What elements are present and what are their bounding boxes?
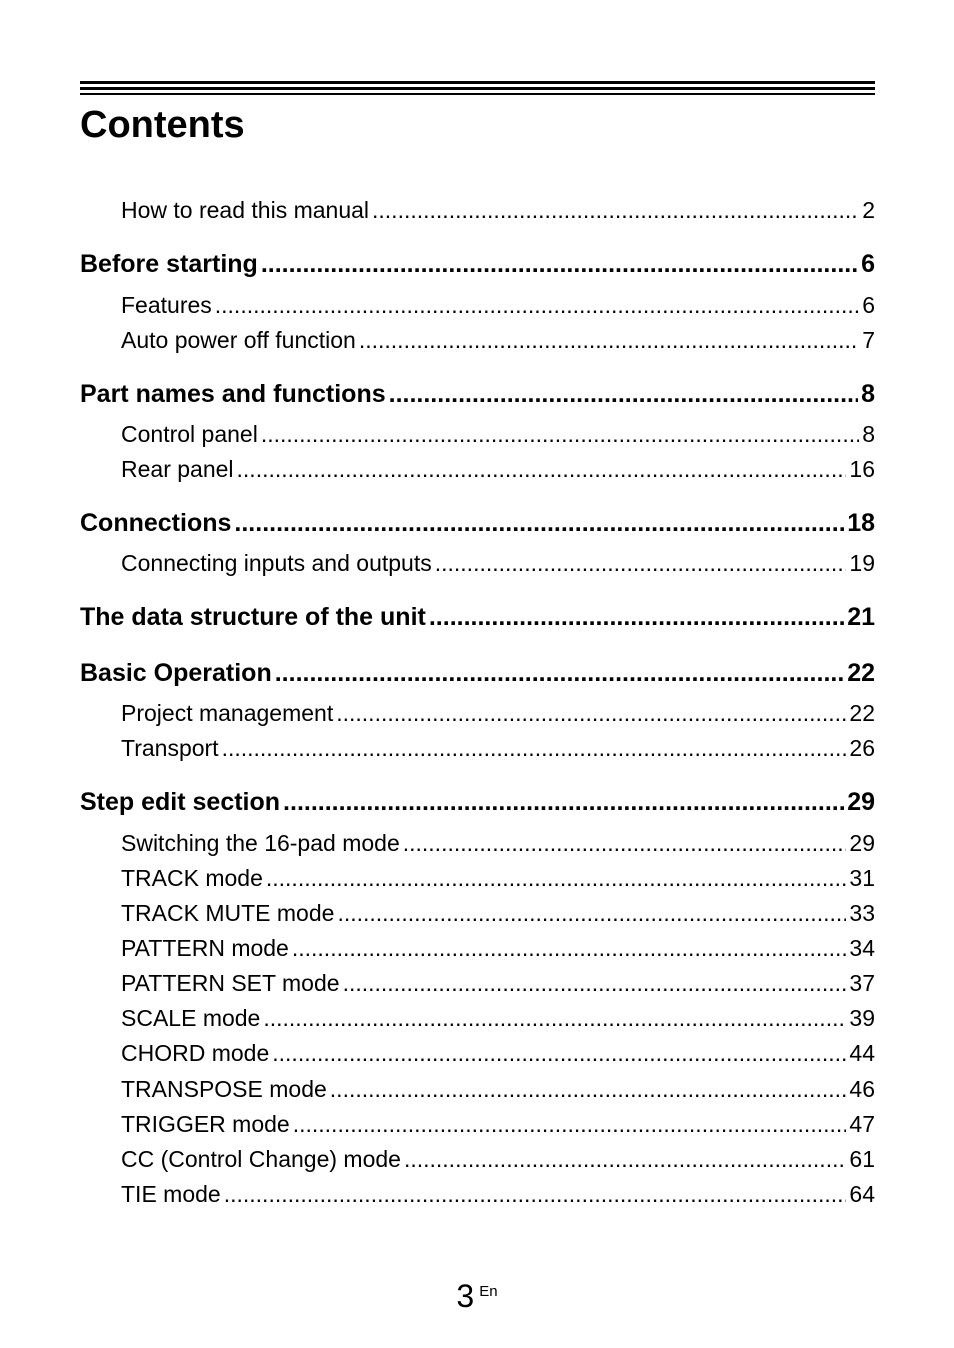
language-code: En — [479, 1283, 498, 1300]
toc-entry-track-mute-mode[interactable] — [121, 898, 875, 928]
toc-leader-dots — [389, 378, 858, 410]
toc-entry-page: 22 — [847, 659, 875, 687]
toc-entry-rear-panel[interactable] — [121, 454, 875, 484]
toc-entry-label: TRACK MUTE mode — [121, 900, 335, 926]
toc-entry-page: 34 — [849, 935, 875, 961]
toc-entry-label: Transport — [121, 735, 219, 761]
toc-leader-dots — [224, 1179, 847, 1209]
header-rule-top — [80, 81, 875, 84]
toc-entry-page: 64 — [849, 1181, 875, 1207]
toc-entry-label: How to read this manual — [121, 197, 370, 223]
toc-entry-step-edit[interactable] — [80, 786, 875, 818]
toc-entry-label: TRANSPOSE mode — [121, 1076, 327, 1102]
toc-entry-control-panel[interactable] — [121, 419, 875, 449]
toc-leader-dots — [372, 195, 859, 225]
toc-leader-dots — [222, 733, 847, 763]
toc-leader-dots — [261, 419, 859, 449]
toc-entry-connections[interactable] — [80, 507, 875, 539]
toc-entry-page: 31 — [849, 865, 875, 891]
toc-entry-pattern-mode[interactable] — [121, 933, 875, 963]
toc-entry-page: 37 — [849, 970, 875, 996]
toc-entry-label: Part names and functions — [80, 380, 386, 408]
toc-entry-page: 26 — [849, 735, 875, 761]
toc-entry-page: 7 — [862, 327, 875, 353]
toc-entry-page: 46 — [849, 1076, 875, 1102]
toc-entry-label: CC (Control Change) mode — [121, 1146, 401, 1172]
toc-leader-dots — [266, 863, 847, 893]
toc-entry-label: TIE mode — [121, 1181, 221, 1207]
toc-leader-dots — [293, 1109, 847, 1139]
header-rule-middle — [80, 87, 875, 90]
toc-entry-data-structure[interactable] — [80, 601, 875, 633]
toc-leader-dots — [336, 698, 846, 728]
toc-entry-label: TRIGGER mode — [121, 1111, 290, 1137]
toc-entry-label: Switching the 16-pad mode — [121, 830, 400, 856]
toc-entry-transport[interactable] — [121, 733, 875, 763]
toc-leader-dots — [261, 248, 858, 280]
toc-entry-trigger-mode[interactable] — [121, 1109, 875, 1139]
toc-leader-dots — [275, 657, 844, 689]
toc-entry-page: 6 — [862, 292, 875, 318]
toc-entry-page: 21 — [847, 603, 875, 631]
toc-entry-pattern-set-mode[interactable] — [121, 968, 875, 998]
toc-leader-dots — [215, 290, 859, 320]
toc-entry-label: Step edit section — [80, 788, 281, 816]
toc-entry-how-to-read[interactable] — [121, 195, 875, 225]
toc-leader-dots — [234, 507, 844, 539]
toc-entry-label: Control panel — [121, 421, 258, 447]
page-number: 3 — [456, 1278, 475, 1314]
toc-entry-features[interactable] — [121, 290, 875, 320]
toc-entry-label: Connections — [80, 509, 232, 537]
toc-leader-dots — [272, 1038, 846, 1068]
header-rule-bottom — [80, 93, 875, 95]
toc-entry-basic-operation[interactable] — [80, 657, 875, 689]
toc-entry-page: 8 — [861, 380, 875, 408]
toc-entry-label: Connecting inputs and outputs — [121, 550, 432, 576]
toc-entry-label: PATTERN SET mode — [121, 970, 340, 996]
toc-leader-dots — [283, 786, 844, 818]
toc-leader-dots — [359, 325, 859, 355]
toc-entry-page: 2 — [862, 197, 875, 223]
toc-leader-dots — [337, 898, 846, 928]
page-title: Contents — [80, 104, 245, 146]
toc-entry-tie-mode[interactable] — [121, 1179, 875, 1209]
toc-entry-label: SCALE mode — [121, 1005, 261, 1031]
toc-entry-page: 19 — [849, 550, 875, 576]
page-footer — [0, 1276, 954, 1316]
toc-leader-dots — [403, 828, 847, 858]
toc-entry-page: 18 — [847, 509, 875, 537]
toc-entry-label: Rear panel — [121, 456, 234, 482]
toc-entry-transpose-mode[interactable] — [121, 1074, 875, 1104]
toc-entry-before-starting[interactable] — [80, 248, 875, 280]
toc-entry-label: Auto power off function — [121, 327, 356, 353]
toc-entry-page: 39 — [849, 1005, 875, 1031]
toc-entry-project-management[interactable] — [121, 698, 875, 728]
toc-leader-dots — [435, 548, 847, 578]
toc-entry-page: 16 — [849, 456, 875, 482]
toc-entry-page: 6 — [861, 250, 875, 278]
toc-entry-part-names[interactable] — [80, 378, 875, 410]
toc-entry-connecting-io[interactable] — [121, 548, 875, 578]
toc-leader-dots — [292, 933, 847, 963]
toc-entry-page: 29 — [849, 830, 875, 856]
toc-entry-track-mode[interactable] — [121, 863, 875, 893]
toc-entry-page: 44 — [849, 1040, 875, 1066]
toc-entry-label: The data structure of the unit — [80, 603, 426, 631]
toc-entry-page: 47 — [849, 1111, 875, 1137]
toc-entry-cc-mode[interactable] — [121, 1144, 875, 1174]
toc-entry-label: Project management — [121, 700, 334, 726]
toc-entry-page: 8 — [862, 421, 875, 447]
toc-entry-scale-mode[interactable] — [121, 1003, 875, 1033]
toc-entry-label: Basic Operation — [80, 659, 272, 687]
toc-entry-label: CHORD mode — [121, 1040, 270, 1066]
toc-entry-page: 22 — [849, 700, 875, 726]
toc-leader-dots — [263, 1003, 846, 1033]
toc-entry-label: Before starting — [80, 250, 258, 278]
toc-leader-dots — [237, 454, 847, 484]
toc-entry-page: 29 — [847, 788, 875, 816]
toc-entry-chord-mode[interactable] — [121, 1038, 875, 1068]
toc-entry-label: PATTERN mode — [121, 935, 289, 961]
toc-entry-auto-power-off[interactable] — [121, 325, 875, 355]
toc-entry-label: TRACK mode — [121, 865, 263, 891]
toc-entry-page: 61 — [849, 1146, 875, 1172]
toc-entry-page: 33 — [849, 900, 875, 926]
toc-entry-16-pad-mode[interactable] — [121, 828, 875, 858]
toc-leader-dots — [404, 1144, 846, 1174]
toc-leader-dots — [343, 968, 847, 998]
toc-leader-dots — [330, 1074, 847, 1104]
toc-entry-label: Features — [121, 292, 212, 318]
toc-leader-dots — [429, 601, 844, 633]
